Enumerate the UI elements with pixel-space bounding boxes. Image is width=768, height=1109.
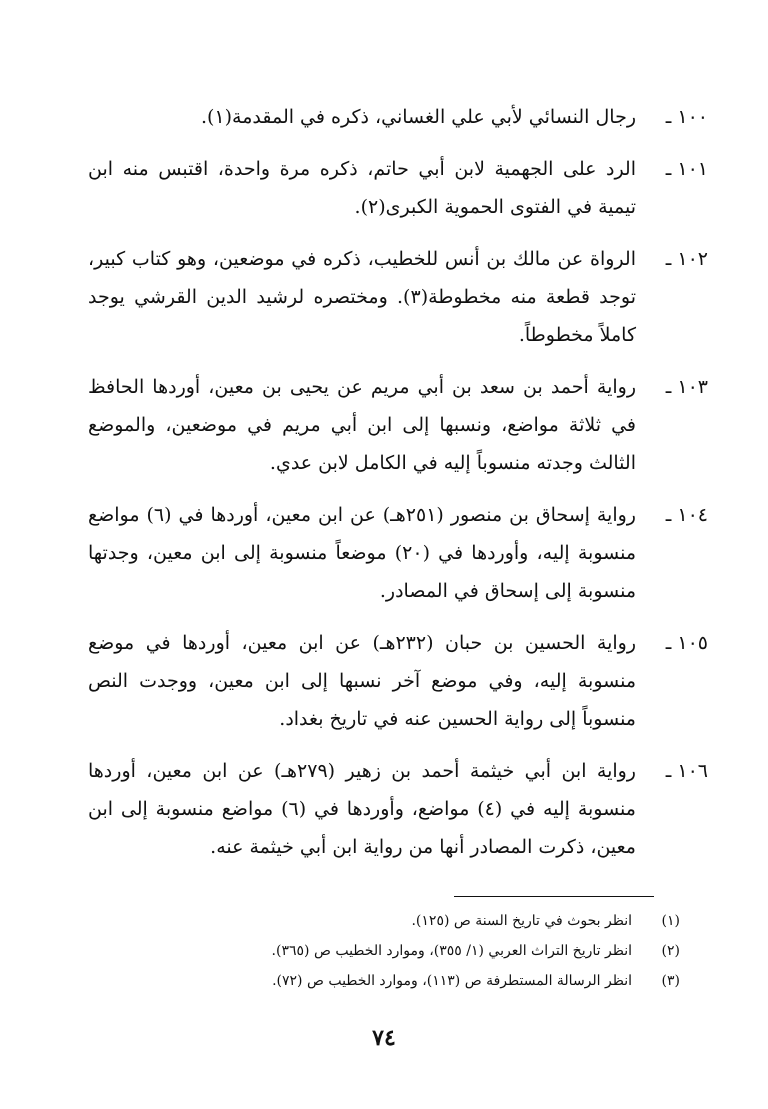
footnote-text: انظر الرسالة المستطرفة ص (١١٣)، وموارد الخطيب ص (٧٢). <box>272 973 632 989</box>
footnote-text: انظر تاريخ التراث العربي (١/ ٣٥٥)، وموارد الخطيب ص (٣٦٥). <box>271 943 632 959</box>
footnotes <box>88 906 680 996</box>
entry-text: رواية إسحاق بن منصور (٢٥١هـ) عن ابن معين، أوردها في (٦) مواضع منسوبة إليه، وأوردها في (٢٠) موضعاً منسوبة إلى ابن معين، وجدتها منسوبة إلى إسحاق في المصادر. <box>88 504 637 602</box>
main-text <box>88 98 708 880</box>
footnote-divider <box>454 896 654 897</box>
list-item <box>88 240 708 354</box>
footnote <box>88 936 680 966</box>
entry-number: ١٠٠ ـ <box>665 106 708 128</box>
entry-number: ١٠٦ ـ <box>665 760 708 782</box>
entry-number: ١٠١ ـ <box>665 158 708 180</box>
footnote-text: انظر بحوث في تاريخ السنة ص (١٢٥). <box>411 913 632 929</box>
list-item <box>88 624 708 738</box>
entry-number: ١٠٣ ـ <box>665 376 708 398</box>
list-item <box>88 150 708 226</box>
footnote-number: (٢) <box>661 943 680 959</box>
entry-text: الرد على الجهمية لابن أبي حاتم، ذكره مرة واحدة، اقتبس منه ابن تيمية في الفتوى الحموية الكبرى(٢). <box>88 158 636 218</box>
entry-number: ١٠٤ ـ <box>665 504 708 526</box>
entry-text: رواية ابن أبي خيثمة أحمد بن زهير (٢٧٩هـ) عن ابن معين، أوردها منسوبة إليه في (٤) مواضع، وأوردها في (٦) مواضع منسوبة إلى ابن معين، ذكرت المصادر أنها من رواية ابن أبي خيثمة عنه. <box>88 760 636 858</box>
footnote-number: (٣) <box>661 973 680 989</box>
footnote-number: (١) <box>661 913 680 929</box>
list-item <box>88 496 708 610</box>
entry-text: الرواة عن مالك بن أنس للخطيب، ذكره في موضعين، وهو كتاب كبير، توجد قطعة منه مخطوطة(٣). ومختصره لرشيد الدين القرشي يوجد كاملاً مخطوطاً. <box>88 248 636 346</box>
list-item <box>88 98 708 136</box>
page-number: ٧٤ <box>372 1025 396 1051</box>
entry-text: رواية أحمد بن سعد بن أبي مريم عن يحيى بن معين، أوردها الحافظ في ثلاثة مواضع، ونسبها إلى ابن أبي مريم في موضعين، والموضع الثالث وجدته منسوباً إليه في الكامل لابن عدي. <box>88 376 636 474</box>
list-item <box>88 752 708 866</box>
footnote <box>88 966 680 996</box>
entry-text: رجال النسائي لأبي علي الغساني، ذكره في المقدمة(١). <box>200 106 636 128</box>
entry-text: رواية الحسين بن حبان (٢٣٢هـ) عن ابن معين، أوردها في موضع منسوبة إليه، وفي موضع آخر نسبها إلى ابن معين، ووجدت النص منسوباً إلى رواية الحسين عنه في تاريخ بغداد. <box>88 632 636 730</box>
entry-number: ١٠٢ ـ <box>665 248 708 270</box>
list-item <box>88 368 708 482</box>
entry-number: ١٠٥ ـ <box>665 632 708 654</box>
footnote <box>88 906 680 936</box>
